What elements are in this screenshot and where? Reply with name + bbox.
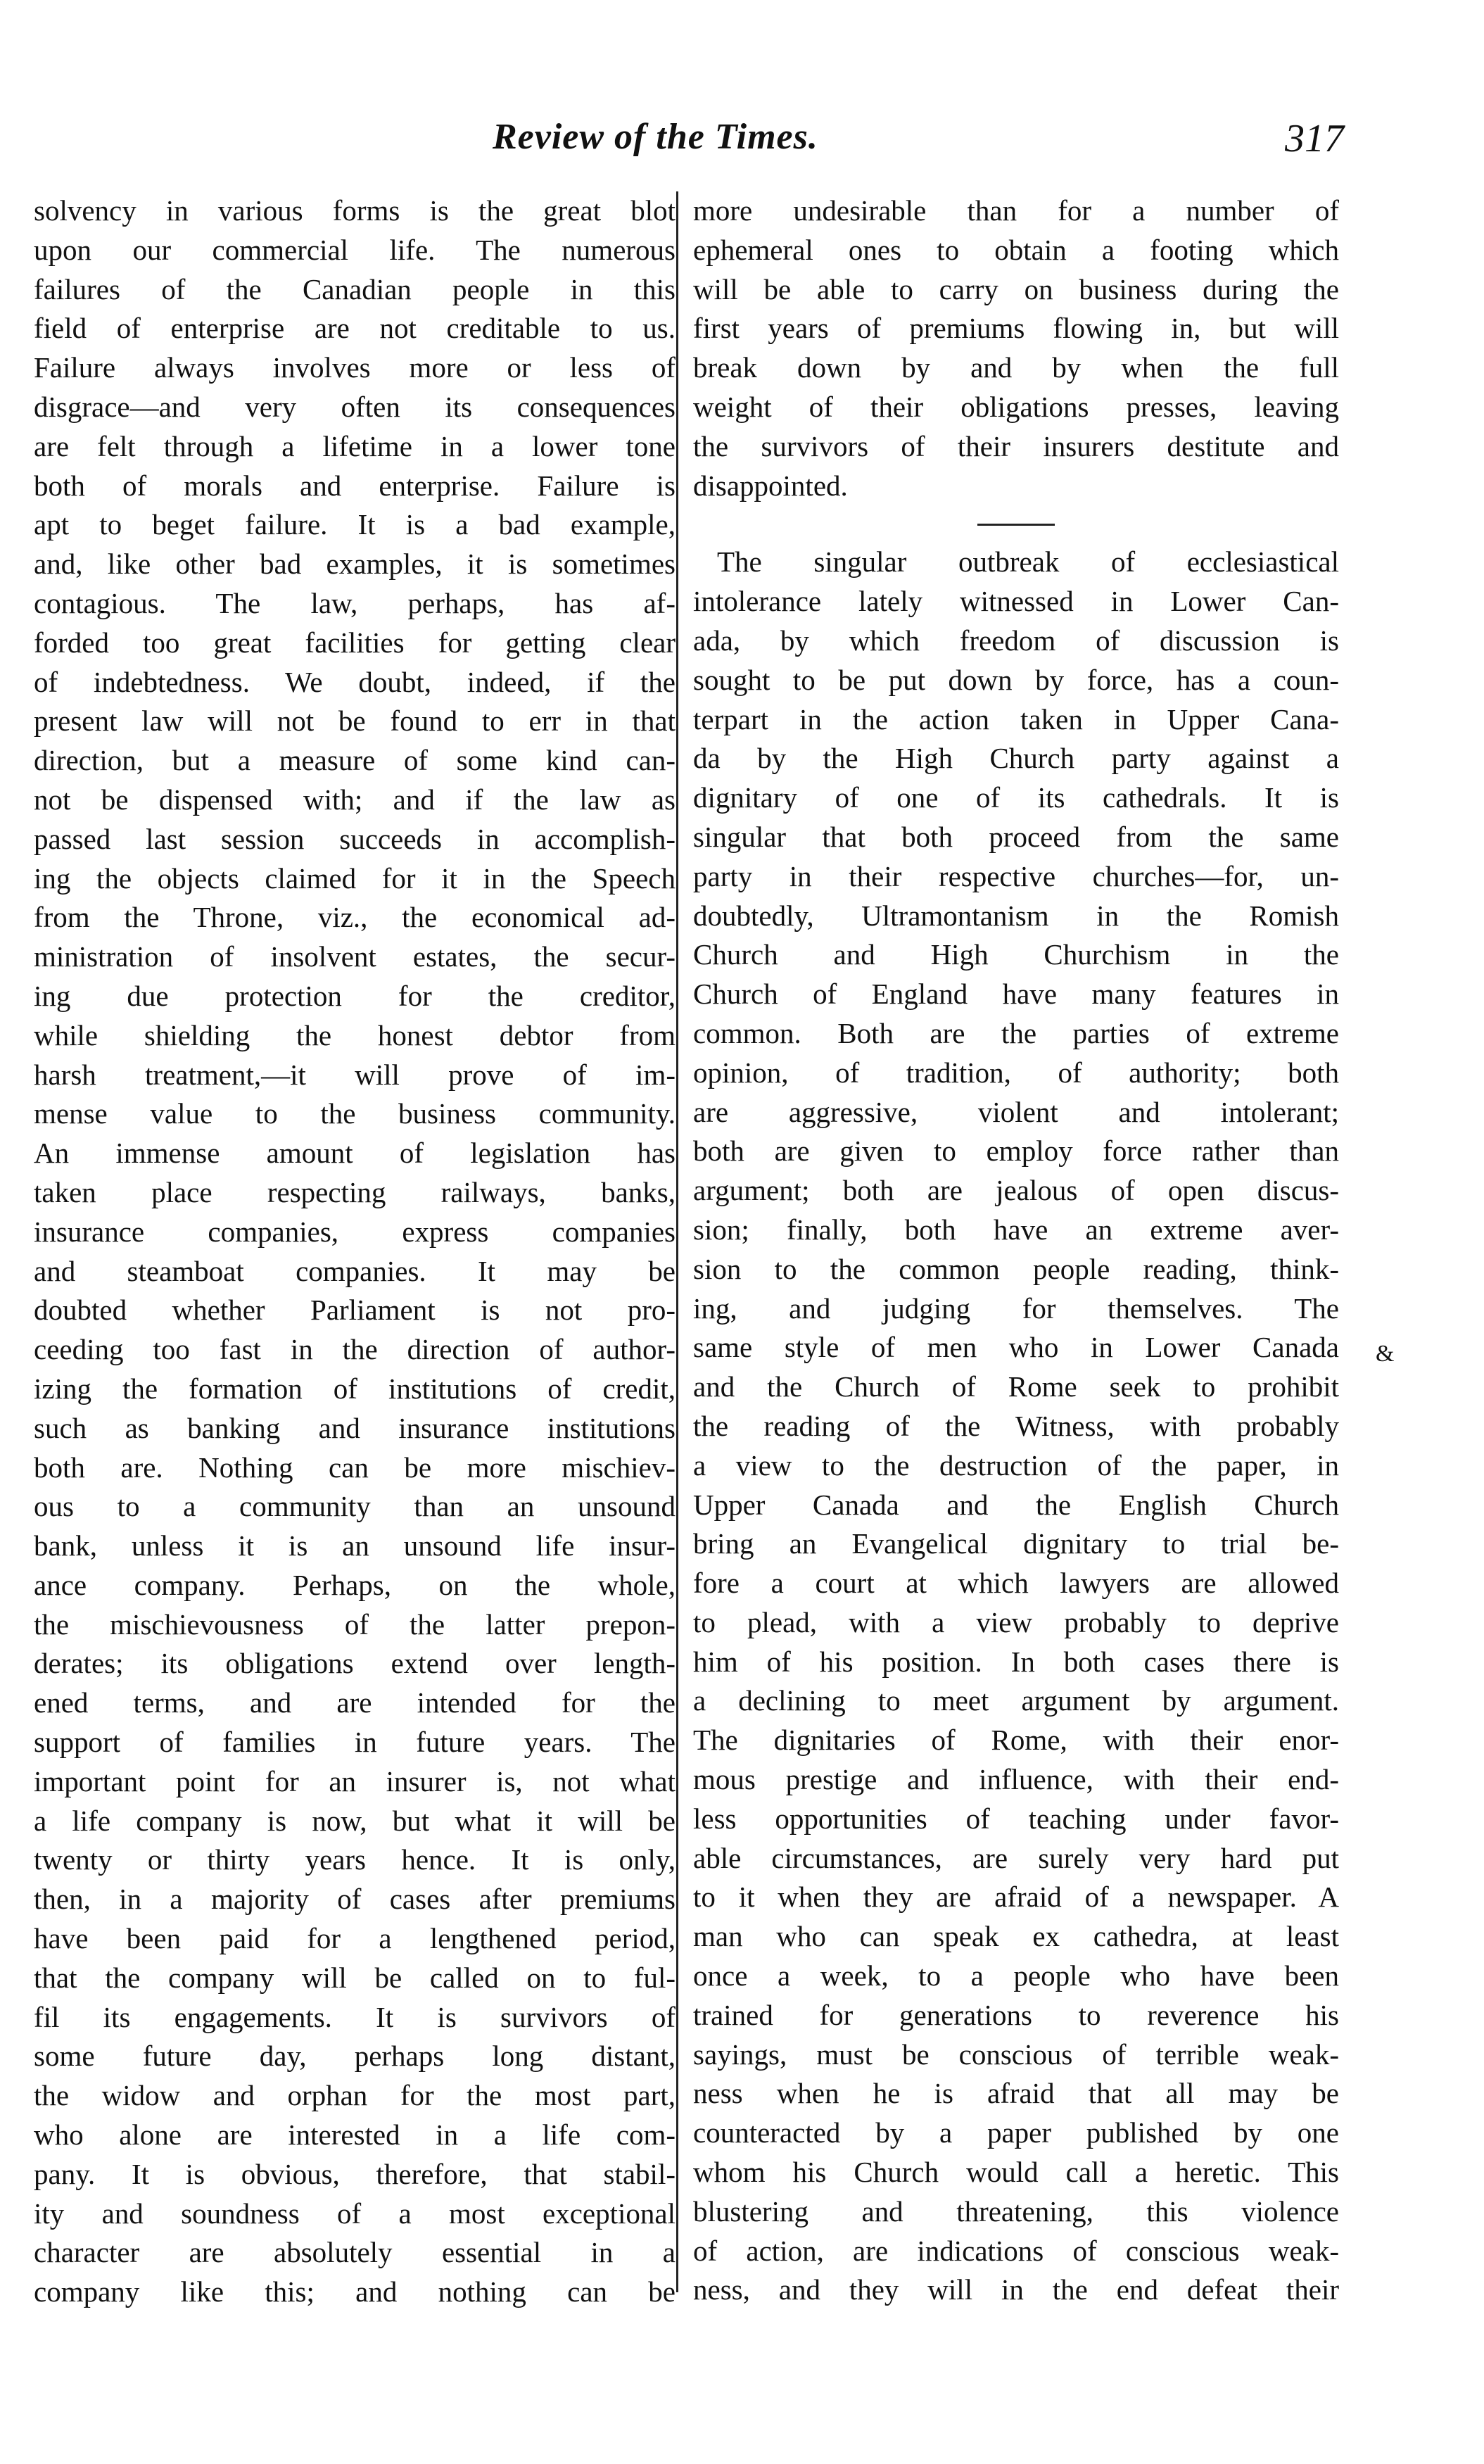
page-header [28,116,1351,172]
text-line: forded too great facilities for getting clear [34,626,676,659]
text-line: ity and soundness of a most exceptional [34,2197,676,2230]
column-divider [676,191,678,2292]
text-line: not be dispensed with; and if the law as [34,783,676,816]
text-line: ened terms, and are intended for the [34,1686,676,1719]
text-line: opinion, of tradition, of authority; both [693,1056,1339,1089]
text-line: intolerance lately witnessed in Lower Can- [693,585,1339,618]
text-line: a view to the destruction of the paper, in [693,1448,1339,1481]
text-line: to it when they are afraid of a newspaper. A [693,1881,1339,1914]
text-line: who alone are interested in a life com- [34,2118,676,2152]
text-line: of action, are indications of conscious weak- [693,2234,1339,2267]
text-line: insurance companies, express companies [34,1215,676,1248]
text-line: a declining to meet argument by argument. [693,1684,1339,1717]
text-line: and the Church of Rome seek to prohibit [693,1370,1339,1403]
text-line: disappointed. [693,469,848,502]
text-line: the reading of the Witness, with probably [693,1409,1339,1442]
text-line: important point for an insurer is, not what [34,1764,676,1798]
text-line: trained for generations to reverence his [693,1998,1339,2031]
text-line: and, like other bad examples, it is sometimes [34,548,676,581]
text-line: contagious. The law, perhaps, has af- [34,586,676,619]
text-line: company like this; and nothing can be [34,2275,676,2308]
right-column [693,191,1339,2310]
text-line: izing the formation of institutions of credit, [34,1372,676,1405]
text-line: pany. It is obvious, therefore, that stabil- [34,2157,676,2190]
text-line: ness, and they will in the end defeat their [693,2273,1339,2306]
text-line: Upper Canada and the English Church [693,1488,1339,1521]
text-line: more undesirable than for a number of [693,194,1339,227]
text-line: bring an Evangelical dignitary to trial be- [693,1527,1339,1560]
section-separator-rule [977,524,1055,526]
text-line: mense value to the business community. [34,1097,676,1130]
text-line: The singular outbreak of ecclesiastical [717,545,1339,579]
text-line: both of morals and enterprise. Failure is [34,469,676,502]
margin-mark: & [1376,1341,1395,1367]
text-line: doubtedly, Ultramontanism in the Romish [693,899,1339,932]
text-line: weight of their obligations presses, leaving [693,390,1339,423]
text-line: derates; its obligations extend over length- [34,1647,676,1680]
text-line: solvency in various forms is the great blot [34,194,676,227]
text-line: twenty or thirty years hence. It is only, [34,1843,676,1876]
paragraph-ecclesiastical-intolerance [693,543,1339,2310]
text-line: common. Both are the parties of extreme [693,1016,1339,1049]
text-line: are felt through a lifetime in a lower tone [34,429,676,462]
text-line: present law will not be found to err in that [34,705,676,738]
text-line: ness when he is afraid that all may be [693,2077,1339,2110]
text-line: doubted whether Parliament is not pro- [34,1294,676,1327]
left-column [34,191,676,2312]
text-line: ing due protection for the creditor, [34,979,676,1012]
text-line: less opportunities of teaching under favor- [693,1802,1339,1835]
paragraph-insurance-continued [693,191,1339,505]
text-line: mous prestige and influence, with their end- [693,1763,1339,1796]
text-line: the mischievousness of the latter prepon- [34,1607,676,1641]
text-line: sion; finally, both have an extreme aver- [693,1213,1339,1246]
text-line: man who can speak ex cathedra, at least [693,1920,1339,1953]
text-line: direction, but a measure of some kind can- [34,744,676,777]
text-line: are aggressive, violent and intolerant; [693,1095,1339,1128]
text-line: while shielding the honest debtor from [34,1018,676,1051]
text-line: An immense amount of legislation has [34,1137,676,1170]
text-line: ous to a community than an unsound [34,1490,676,1523]
text-line: such as banking and insurance institutions [34,1411,676,1444]
text-line: ceeding too fast in the direction of author- [34,1333,676,1366]
text-line: apt to beget failure. It is a bad example, [34,508,676,541]
text-line: ing, and judging for themselves. The [693,1291,1339,1325]
text-line: sion to the common people reading, think- [693,1252,1339,1285]
text-line: field of enterprise are not creditable to us. [34,312,676,345]
text-line: harsh treatment,—it will prove of im- [34,1058,676,1091]
text-line: singular that both proceed from the same [693,820,1339,853]
text-line: support of families in future years. The [34,1726,676,1759]
text-line: him of his position. In both cases there is [693,1645,1339,1678]
text-line: that the company will be called on to ful- [34,1961,676,1994]
text-line: sought to be put down by force, has a coun- [693,663,1339,696]
text-line: a life company is now, but what it will be [34,1804,676,1837]
text-line: the survivors of their insurers destitute and [693,429,1339,462]
text-line: The dignitaries of Rome, with their enor- [693,1724,1339,1757]
text-line: whom his Church would call a heretic. This [693,2156,1339,2189]
text-line: then, in a majority of cases after premiums [34,1883,676,1916]
text-line: of indebtedness. We doubt, indeed, if the [34,665,676,698]
text-line: failures of the Canadian people in this [34,272,676,305]
text-line: terpart in the action taken in Upper Cana- [693,702,1339,735]
text-line: blustering and threatening, this violence [693,2194,1339,2228]
text-line: Failure always involves more or less of [34,351,676,384]
text-line: both are. Nothing can be more mischiev- [34,1451,676,1484]
running-title: Review of the Times. [493,117,818,157]
text-line: argument; both are jealous of open discus- [693,1174,1339,1207]
text-line: able circumstances, are surely very hard put [693,1841,1339,1874]
text-line: some future day, perhaps long distant, [34,2040,676,2073]
text-line: to plead, with a view probably to deprive [693,1605,1339,1638]
text-line: ance company. Perhaps, on the whole, [34,1568,676,1601]
text-line: bank, unless it is an unsound life insur- [34,1529,676,1562]
text-line: and steamboat companies. It may be [34,1254,676,1287]
text-line: dignitary of one of its cathedrals. It is [693,781,1339,814]
text-line: from the Throne, viz., the economical ad- [34,901,676,934]
text-line: ada, by which freedom of discussion is [693,624,1339,657]
text-line: da by the High Church party against a [693,742,1339,775]
text-line: both are given to employ force rather than [693,1135,1339,1168]
text-line: Church of England have many features in [693,978,1339,1011]
text-line: ing the objects claimed for it in the Speech [34,861,676,895]
text-line: fore a court at which lawyers are allowed [693,1567,1339,1600]
page-number: 317 [1285,117,1344,160]
text-line: once a week, to a people who have been [693,1959,1339,1992]
text-line: break down by and by when the full [693,351,1339,384]
text-line: counteracted by a paper published by one [693,2116,1339,2149]
text-line: disgrace—and very often its consequences [34,390,676,423]
text-line: will be able to carry on business during the [693,272,1339,305]
text-line: same style of men who in Lower Canada [693,1331,1339,1364]
text-line: upon our commercial life. The numerous [34,233,676,266]
text-line: character are absolutely essential in a [34,2236,676,2269]
text-line: have been paid for a lengthened period, [34,1922,676,1955]
text-line: fil its engagements. It is survivors of [34,2000,676,2033]
text-line: the widow and orphan for the most part, [34,2079,676,2112]
text-line: sayings, must be conscious of terrible weak- [693,2037,1339,2071]
text-line: ministration of insolvent estates, the secur- [34,940,676,973]
text-line: taken place respecting railways, banks, [34,1175,676,1208]
text-line: passed last session succeeds in accomplish- [34,822,676,855]
text-line: first years of premiums flowing in, but will [693,312,1339,345]
text-line: ephemeral ones to obtain a footing which [693,233,1339,266]
text-line: party in their respective churches—for, un- [693,859,1339,892]
text-line: Church and High Churchism in the [693,938,1339,971]
